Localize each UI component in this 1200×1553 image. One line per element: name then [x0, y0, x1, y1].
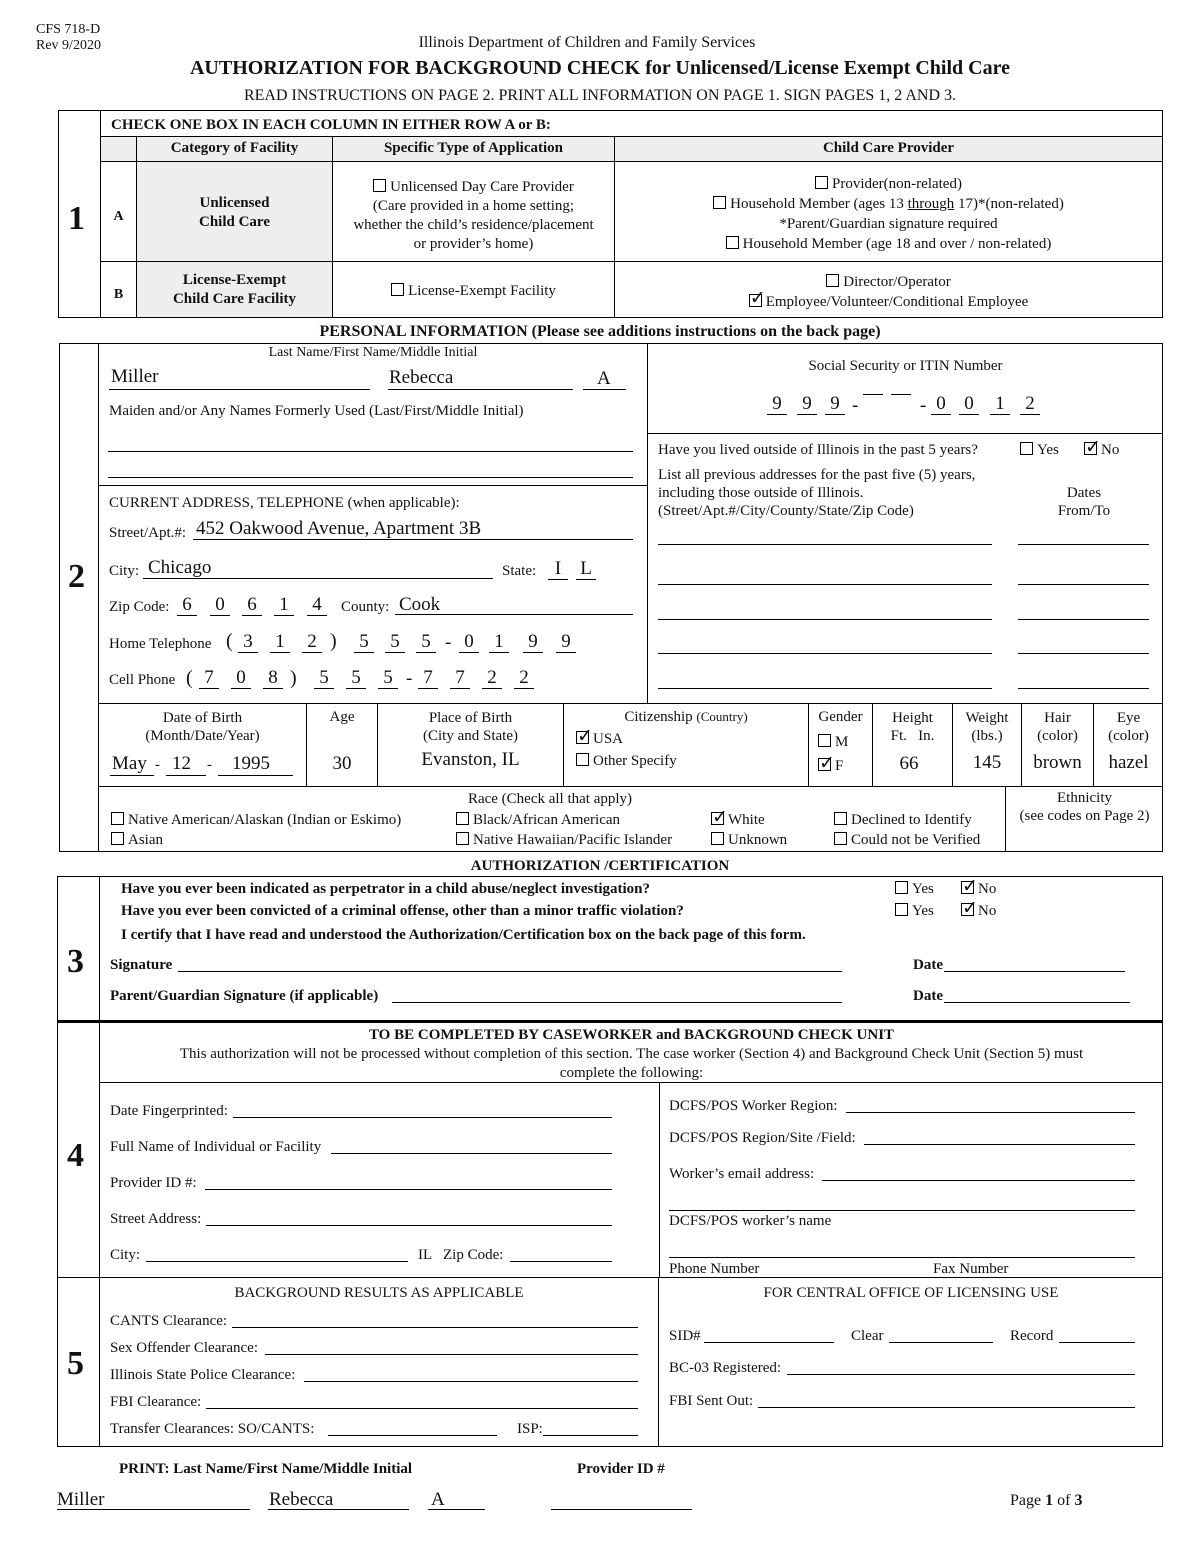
- b-category: License-Exempt Child Care Facility: [172, 272, 297, 307]
- s4-zip-field[interactable]: [510, 1261, 612, 1262]
- street-label: Street/Apt.#:: [109, 525, 187, 541]
- dates-label: Dates From/To: [1057, 485, 1111, 519]
- date-fingerprinted-field[interactable]: [233, 1117, 612, 1118]
- parent-date-label: Date: [913, 988, 943, 1004]
- agency-name: Illinois Department of Children and Family Services: [418, 34, 756, 51]
- clear-field[interactable]: [889, 1342, 993, 1343]
- region-site-field[interactable]: [864, 1144, 1135, 1145]
- section-number: 2: [68, 558, 85, 595]
- usa-checkbox[interactable]: [576, 731, 589, 744]
- sid-label: SID#: [669, 1328, 701, 1344]
- race-white: ✓White: [711, 812, 765, 829]
- lived-outside-yes: Yes: [1020, 442, 1059, 459]
- race-not-verified: Could not be Verified: [834, 832, 980, 849]
- race-not-verified-checkbox[interactable]: [834, 832, 847, 845]
- criminal-yes: Yes: [895, 903, 934, 920]
- transfer-isp-label: ISP:: [517, 1421, 543, 1437]
- authorization-heading: AUTHORIZATION /CERTIFICATION: [470, 858, 730, 874]
- clear-label: Clear: [851, 1328, 884, 1344]
- race-declined: Declined to Identify: [834, 812, 972, 829]
- other-citizenship-checkbox[interactable]: [576, 753, 589, 766]
- certification-statement: I certify that I have read and understood the Authorization/Certification box on the back page of this form.: [121, 927, 806, 943]
- region-site-label: DCFS/POS Region/Site /Field:: [669, 1130, 856, 1146]
- section-number: 3: [67, 943, 84, 980]
- age-field[interactable]: 30: [332, 753, 352, 774]
- worker-email-label: Worker’s email address:: [669, 1166, 815, 1182]
- city-field[interactable]: Chicago: [148, 557, 212, 578]
- pob-label: Place of Birth (City and State): [423, 710, 518, 744]
- a-provider: Provider(non-related) Household Member (ages 13 through 17)*(non-related) *Parent/Guardian signature required Household Member (age 18 and over / non-related): [615, 174, 1162, 254]
- caseworker-note: This authorization will not be processed without completion of this section. The case worker (Section 4) and Background Check Unit (Section 5) must complete the following:: [179, 1046, 1084, 1081]
- citizenship-usa: ✓USA: [576, 731, 623, 748]
- worker-region-field[interactable]: [846, 1112, 1135, 1113]
- provider-id-label: Provider ID #:: [110, 1175, 197, 1191]
- citizenship-label: Citizenship (Country): [624, 709, 748, 725]
- fbi-sent-field[interactable]: [758, 1407, 1135, 1408]
- zip-label: Zip Code:: [109, 599, 170, 615]
- city-label: City:: [109, 563, 140, 579]
- race-label: Race (Check all that apply): [467, 791, 633, 807]
- lived-no-checkbox[interactable]: [1084, 442, 1097, 455]
- record-field[interactable]: [1059, 1342, 1135, 1343]
- signature-date-field[interactable]: [944, 971, 1125, 972]
- citizenship-other: Other Specify: [576, 753, 677, 770]
- race-hawaiian-checkbox[interactable]: [456, 832, 469, 845]
- footer-provider-id-field[interactable]: [551, 1509, 692, 1510]
- cell-phone-label: Cell Phone: [109, 672, 176, 688]
- hair-label: Hair (color): [1037, 710, 1078, 744]
- parent-date-field[interactable]: [944, 1002, 1130, 1003]
- race-asian: Asian: [111, 832, 163, 849]
- weight-label: Weight (lbs.): [965, 710, 1009, 744]
- name-label: Last Name/First Name/Middle Initial: [268, 345, 478, 360]
- lived-outside-no: ✓ No: [1084, 442, 1119, 459]
- form-subtitle: READ INSTRUCTIONS ON PAGE 2. PRINT ALL INFORMATION ON PAGE 1. SIGN PAGES 1, 2 AND 3.: [243, 87, 957, 104]
- record-label: Record: [1010, 1328, 1054, 1344]
- lived-outside-question: Have you lived outside of Illinois in the past 5 years?: [658, 442, 978, 458]
- col-type: Specific Type of Application: [383, 140, 564, 156]
- transfer-label: Transfer Clearances: SO/CANTS:: [110, 1421, 315, 1437]
- criminal-question: Have you ever been convicted of a criminal offense, other than a minor traffic violation?: [121, 903, 684, 919]
- col-category: Category of Facility: [170, 140, 299, 156]
- s4-il: IL: [418, 1247, 433, 1263]
- footer-provider-label: Provider ID #: [577, 1461, 665, 1477]
- race-white-checkbox[interactable]: [711, 812, 724, 825]
- pob-field[interactable]: Evanston, IL: [421, 749, 520, 770]
- worker-email-field[interactable]: [822, 1180, 1135, 1181]
- eye-label: Eye (color): [1108, 710, 1149, 744]
- unlicensed-day-care-checkbox[interactable]: [373, 179, 386, 192]
- county-field[interactable]: Cook: [399, 594, 441, 615]
- parent-signature-field[interactable]: [392, 1002, 842, 1003]
- personal-info-heading: PERSONAL INFORMATION (Please see additions instructions on the back page): [319, 323, 881, 340]
- race-unknown: Unknown: [711, 832, 787, 849]
- section-number: 4: [67, 1137, 84, 1174]
- gender-label: Gender: [818, 709, 863, 725]
- provider-id-field[interactable]: [205, 1189, 612, 1190]
- b-type: License-Exempt Facility: [333, 283, 614, 300]
- county-label: County:: [341, 599, 390, 615]
- abuse-no-checkbox[interactable]: [961, 881, 974, 894]
- form-title: AUTHORIZATION FOR BACKGROUND CHECK for Unlicensed/License Exempt Child Care: [189, 57, 1011, 79]
- age-label: Age: [329, 709, 355, 725]
- abuse-no: ✓ No: [961, 881, 996, 898]
- transfer-cants-field[interactable]: [328, 1435, 497, 1436]
- gender-m: M: [818, 734, 848, 751]
- height-field[interactable]: 66: [899, 753, 919, 774]
- lived-yes-checkbox[interactable]: [1020, 442, 1033, 455]
- a-type: Unlicensed Day Care Provider (Care provided in a home setting; whether the child’s residence/placement or provider’s home): [353, 179, 594, 252]
- full-name-field[interactable]: [331, 1153, 612, 1154]
- last-name[interactable]: Miller: [111, 366, 159, 387]
- sex-offender-label: Sex Offender Clearance:: [110, 1340, 258, 1356]
- hair-field[interactable]: brown: [1033, 752, 1082, 773]
- fbi-sent-label: FBI Sent Out:: [669, 1393, 754, 1409]
- race-unknown-checkbox[interactable]: [711, 832, 724, 845]
- abuse-yes-checkbox[interactable]: [895, 881, 908, 894]
- page-number: Page 1 of 3: [1010, 1492, 1083, 1509]
- background-results-heading: BACKGROUND RESULTS AS APPLICABLE: [234, 1285, 524, 1301]
- date-fingerprinted-label: Date Fingerprinted:: [110, 1103, 228, 1119]
- race-declined-checkbox[interactable]: [834, 812, 847, 825]
- race-hawaiian: Native Hawaiian/Pacific Islander: [456, 832, 672, 849]
- worker-name-label: DCFS/POS worker’s name: [669, 1213, 832, 1229]
- a-category: Unlicensed Child Care: [199, 195, 270, 230]
- abuse-question: Have you ever been indicated as perpetrator in a child abuse/neglect investigation?: [121, 881, 651, 897]
- sex-offender-field[interactable]: [265, 1354, 638, 1355]
- previous-addresses-label: List all previous addresses for the past five (5) years, including those outside of Illinois. (Street/Apt.#/City/County/State/Zip Code): [658, 467, 976, 519]
- row-b: B: [113, 287, 124, 302]
- license-exempt-facility-checkbox[interactable]: [391, 283, 404, 296]
- gender-f: ✓F: [818, 758, 843, 775]
- criminal-no-checkbox[interactable]: [961, 903, 974, 916]
- state-label: State:: [502, 563, 537, 579]
- row-a: A: [113, 209, 124, 224]
- gender-m-checkbox[interactable]: [818, 734, 831, 747]
- race-black-checkbox[interactable]: [456, 812, 469, 825]
- b-provider: Director/Operator ✓Employee/Volunteer/Conditional Employee: [615, 272, 1162, 312]
- dob-label: Date of Birth (Month/Date/Year): [145, 710, 260, 744]
- household-18-checkbox[interactable]: [726, 236, 739, 249]
- footer-middle-initial[interactable]: A: [431, 1489, 445, 1510]
- ethnicity-label: Ethnicity (see codes on Page 2): [1019, 790, 1150, 824]
- form-id: CFS 718-D Rev 9/2020: [36, 22, 101, 53]
- middle-initial[interactable]: A: [597, 368, 611, 389]
- street-field[interactable]: 452 Oakwood Avenue, Apartment 3B: [196, 518, 482, 539]
- employee-volunteer-checkbox[interactable]: [749, 294, 762, 307]
- parent-signature-label: Parent/Guardian Signature (if applicable): [110, 988, 379, 1004]
- cants-label: CANTS Clearance:: [110, 1313, 228, 1329]
- footer-last-name[interactable]: Miller: [57, 1489, 105, 1510]
- maiden-label: Maiden and/or Any Names Formerly Used (Last/First/Middle Initial): [109, 403, 524, 419]
- phone-fax-field[interactable]: [669, 1257, 1135, 1258]
- household-13-17-checkbox[interactable]: [713, 196, 726, 209]
- col-provider: Child Care Provider: [822, 140, 955, 156]
- gender-f-checkbox[interactable]: [818, 758, 831, 771]
- s4-city-field[interactable]: [146, 1261, 408, 1262]
- street-address-label: Street Address:: [110, 1211, 202, 1227]
- provider-nonrelated-checkbox[interactable]: [815, 176, 828, 189]
- fbi-clearance-label: FBI Clearance:: [110, 1394, 202, 1410]
- director-operator-checkbox[interactable]: [826, 274, 839, 287]
- weight-field[interactable]: 145: [972, 752, 1002, 773]
- criminal-yes-checkbox[interactable]: [895, 903, 908, 916]
- footer-first-name[interactable]: Rebecca: [269, 1489, 334, 1510]
- race-asian-checkbox[interactable]: [111, 832, 124, 845]
- maiden-name-field-2[interactable]: [108, 477, 633, 478]
- cants-field[interactable]: [232, 1327, 638, 1328]
- central-office-heading: FOR CENTRAL OFFICE OF LICENSING USE: [763, 1285, 1059, 1301]
- criminal-no: ✓ No: [961, 903, 996, 920]
- footer-print-label: PRINT: Last Name/First Name/Middle Initial: [119, 1461, 413, 1477]
- s4-zip-label: Zip Code:: [443, 1247, 504, 1263]
- phone-number-label: Phone Number: [669, 1261, 760, 1277]
- ssn-label: Social Security or ITIN Number: [808, 358, 1003, 374]
- full-name-label: Full Name of Individual or Facility: [110, 1139, 322, 1155]
- bc03-label: BC-03 Registered:: [669, 1360, 782, 1376]
- signature-label: Signature: [110, 957, 173, 973]
- bc03-field[interactable]: [787, 1374, 1135, 1375]
- fax-number-label: Fax Number: [933, 1261, 1009, 1277]
- section1-instructions: CHECK ONE BOX IN EACH COLUMN IN EITHER ROW A or B:: [111, 117, 551, 133]
- maiden-name-field[interactable]: [108, 451, 633, 452]
- signature-date-label: Date: [913, 957, 943, 973]
- worker-region-label: DCFS/POS Worker Region:: [669, 1098, 838, 1114]
- abuse-yes: Yes: [895, 881, 934, 898]
- isp-clearance-label: Illinois State Police Clearance:: [110, 1367, 296, 1383]
- transfer-isp-field[interactable]: [543, 1435, 638, 1436]
- address-label: CURRENT ADDRESS, TELEPHONE (when applicable):: [109, 495, 460, 511]
- first-name[interactable]: Rebecca: [389, 367, 454, 388]
- eye-field[interactable]: hazel: [1108, 752, 1149, 773]
- isp-clearance-field[interactable]: [304, 1381, 638, 1382]
- fbi-clearance-field[interactable]: [206, 1408, 638, 1409]
- home-phone-label: Home Telephone: [109, 636, 212, 652]
- caseworker-heading: TO BE COMPLETED BY CASEWORKER and BACKGROUND CHECK UNIT: [368, 1027, 895, 1043]
- section-number: 1: [68, 200, 85, 237]
- s4-city-label: City:: [110, 1247, 141, 1263]
- street-address-field[interactable]: [206, 1225, 612, 1226]
- race-native-checkbox[interactable]: [111, 812, 124, 825]
- signature-field[interactable]: [178, 971, 842, 972]
- height-label: Height Ft. In.: [890, 710, 935, 744]
- sid-field[interactable]: [704, 1342, 834, 1343]
- race-native: Native American/Alaskan (Indian or Eskimo): [111, 812, 401, 829]
- race-black: Black/African American: [456, 812, 620, 829]
- section-number: 5: [67, 1345, 84, 1382]
